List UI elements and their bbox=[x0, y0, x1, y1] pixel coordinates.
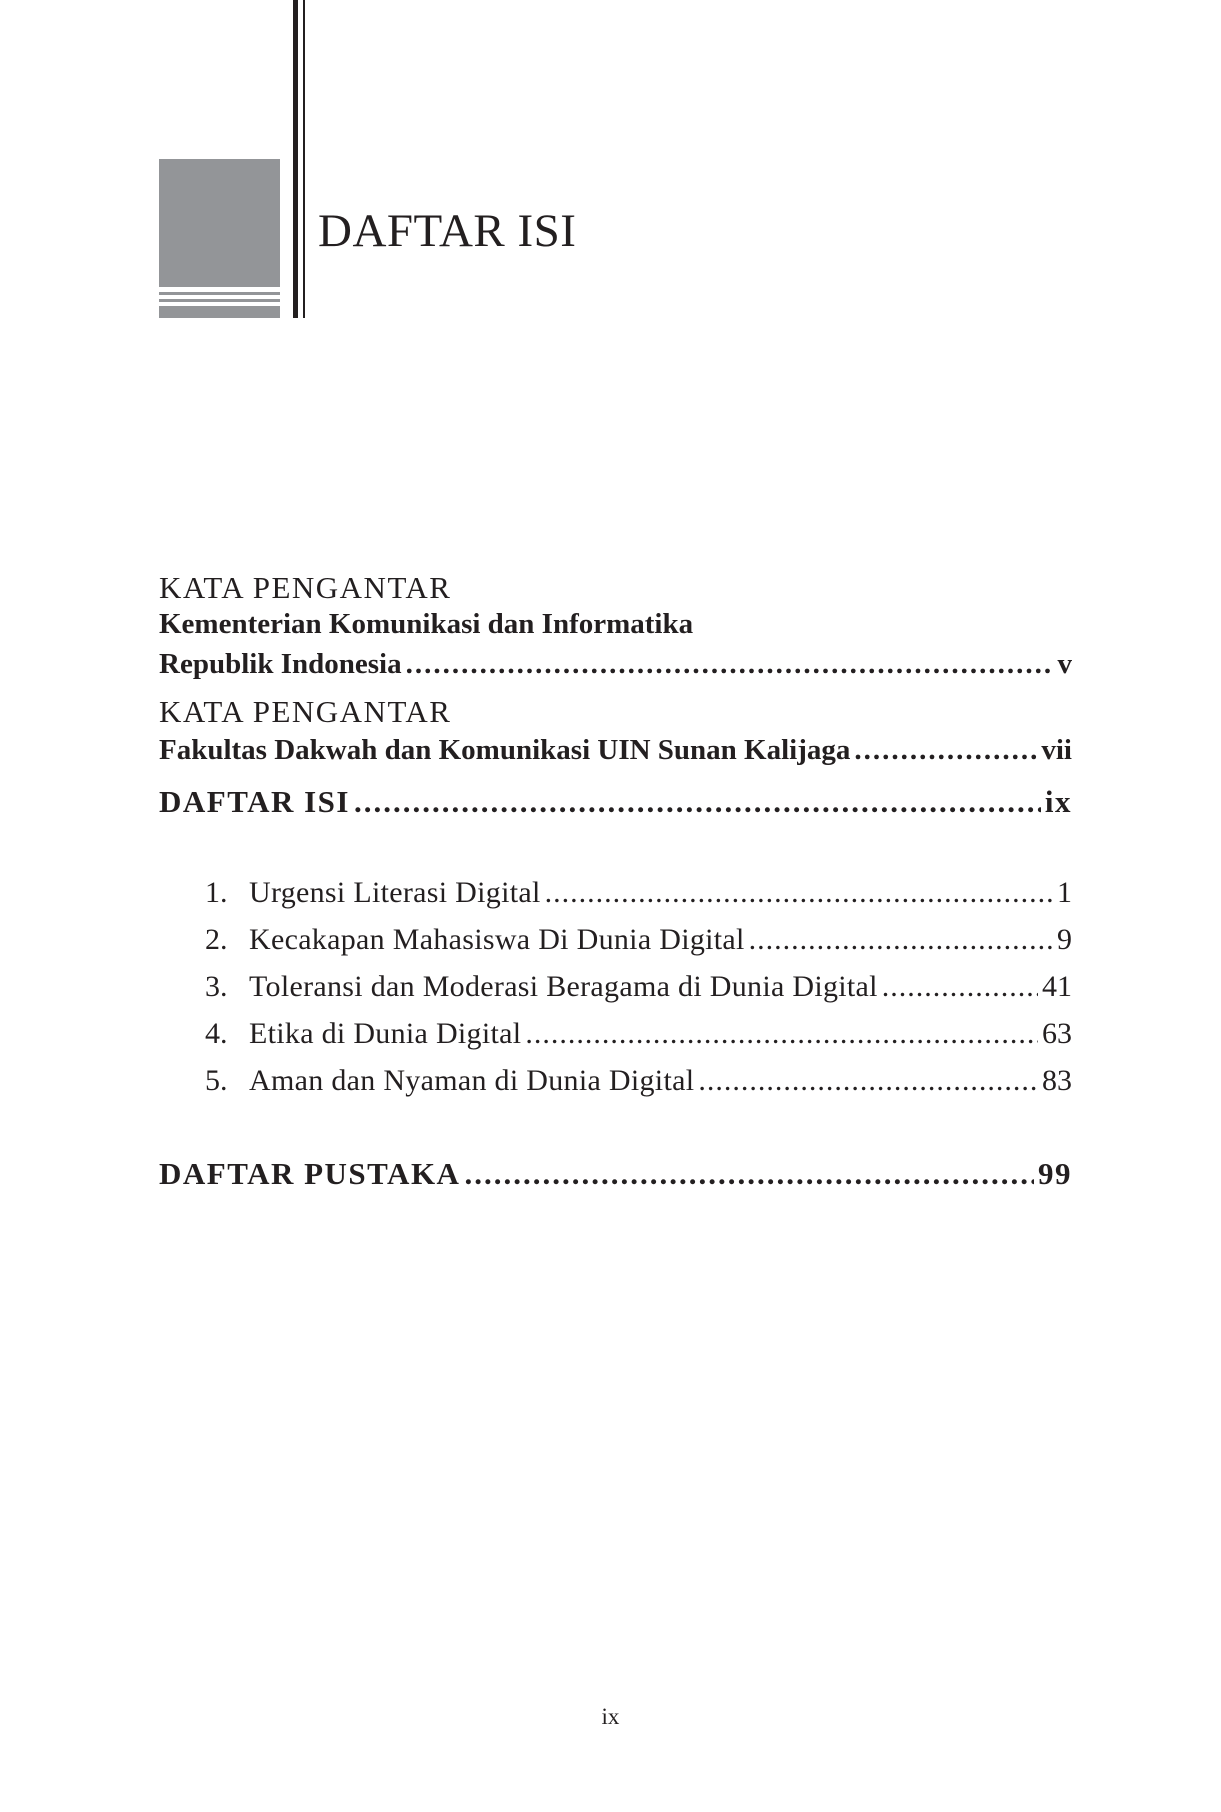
dot-leader bbox=[525, 1019, 1038, 1049]
toc-entry-text: DAFTAR ISI bbox=[159, 784, 350, 819]
chapter-number: 2. bbox=[205, 923, 228, 956]
toc-page-number: ix bbox=[1044, 784, 1072, 819]
toc-entry-text: Fakultas Dakwah dan Komunikasi UIN Sunan Kalijaga bbox=[159, 734, 851, 766]
dot-leader bbox=[464, 1158, 1034, 1189]
chapter-number: 3. bbox=[205, 970, 228, 1003]
dot-leader bbox=[749, 925, 1053, 955]
toc-entry-text: DAFTAR PUSTAKA bbox=[159, 1156, 461, 1191]
toc-page-number: v bbox=[1057, 648, 1072, 680]
dot-leader bbox=[698, 1066, 1038, 1096]
toc-chapter-5[interactable] bbox=[205, 1066, 1072, 1096]
chapter-number: 4. bbox=[205, 1017, 228, 1050]
toc-entry-text: Kementerian Komunikasi dan Informatika bbox=[159, 608, 694, 640]
dot-leader bbox=[354, 786, 1041, 817]
toc-chapter-3[interactable] bbox=[205, 972, 1072, 1002]
toc-chapter-2[interactable] bbox=[205, 925, 1072, 955]
toc-entry-kominfo-line1[interactable] bbox=[159, 610, 1072, 639]
chapter-title: Urgensi Literasi Digital bbox=[249, 876, 541, 909]
table-of-contents bbox=[159, 0, 1072, 1812]
dot-leader bbox=[545, 878, 1053, 908]
toc-heading-kata-pengantar-2: KATA PENGANTAR bbox=[159, 694, 452, 729]
toc-chapter-4[interactable] bbox=[205, 1019, 1072, 1049]
chapter-title: Kecakapan Mahasiswa Di Dunia Digital bbox=[249, 923, 745, 956]
chapter-page-number: 41 bbox=[1042, 970, 1072, 1003]
chapter-page-number: 63 bbox=[1042, 1017, 1072, 1050]
toc-entry-daftar-pustaka[interactable] bbox=[159, 1158, 1072, 1189]
toc-page-number: vii bbox=[1041, 734, 1072, 766]
chapter-number: 1. bbox=[205, 876, 228, 909]
dot-leader bbox=[882, 972, 1038, 1002]
toc-entry-kominfo-line2[interactable] bbox=[159, 650, 1072, 679]
dot-leader bbox=[854, 736, 1037, 765]
chapter-title: Aman dan Nyaman di Dunia Digital bbox=[249, 1064, 695, 1097]
toc-chapter-1[interactable] bbox=[205, 878, 1072, 908]
chapter-page-number: 1 bbox=[1057, 876, 1072, 909]
toc-heading-kata-pengantar-1: KATA PENGANTAR bbox=[159, 570, 452, 605]
chapter-number: 5. bbox=[205, 1064, 228, 1097]
toc-page-number: 99 bbox=[1038, 1156, 1072, 1191]
dot-leader bbox=[406, 650, 1054, 679]
chapter-title: Etika di Dunia Digital bbox=[249, 1017, 522, 1050]
page-title: DAFTAR ISI bbox=[318, 205, 577, 257]
toc-entry-fakultas-dakwah[interactable] bbox=[159, 736, 1072, 765]
toc-entry-text: Republik Indonesia bbox=[159, 648, 402, 680]
chapter-title: Toleransi dan Moderasi Beragama di Dunia Digital bbox=[249, 970, 878, 1003]
chapter-page-number: 9 bbox=[1057, 923, 1072, 956]
toc-entry-daftar-isi[interactable] bbox=[159, 786, 1072, 817]
chapter-page-number: 83 bbox=[1042, 1064, 1072, 1097]
page-number-footer: ix bbox=[601, 1704, 620, 1729]
